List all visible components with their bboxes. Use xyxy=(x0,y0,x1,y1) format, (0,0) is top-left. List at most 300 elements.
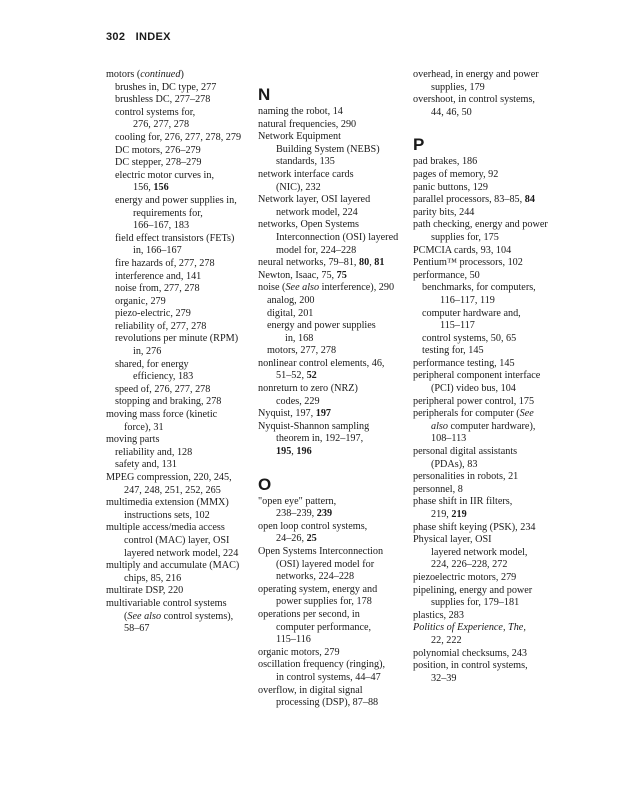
index-subentry-line xyxy=(258,320,408,333)
entry-text: multirate DSP, 220 xyxy=(106,585,184,597)
index-subentry-line xyxy=(106,220,256,233)
entry-text: (OSI) layered model for xyxy=(276,558,375,570)
entry-text: operations per second, in xyxy=(258,608,360,620)
index-subentry-line xyxy=(106,119,256,132)
index-entry-line xyxy=(106,598,256,611)
entry-text: Newton, Isaac, 75, xyxy=(258,269,337,281)
index-subentry-line xyxy=(106,346,256,359)
entry-text: motors, 277, 278 xyxy=(267,345,337,357)
index-subentry-line xyxy=(413,320,561,333)
entry-text: DC motors, 276–279 xyxy=(115,144,201,156)
entry-text: shared, for energy xyxy=(115,358,189,370)
index-subentry-line xyxy=(106,283,256,296)
page-ref-bold: 81 xyxy=(374,257,385,269)
entry-text: pages of memory, 92 xyxy=(413,168,499,180)
index-entry-line xyxy=(258,685,408,698)
index-entry-line xyxy=(258,194,408,207)
entry-text: control systems for, xyxy=(115,106,196,118)
index-entry-line xyxy=(258,408,408,421)
index-entry-line xyxy=(413,257,561,270)
index-entry-line xyxy=(258,282,408,295)
index-entry-line xyxy=(413,358,561,371)
index-entry-line xyxy=(258,546,408,559)
entry-text: (NIC), 232 xyxy=(276,181,321,193)
entry-text: computer performance, xyxy=(276,621,372,633)
entry-text: reliability of, 277, 278 xyxy=(115,320,207,332)
entry-text: control systems, 50, 65 xyxy=(422,332,517,344)
index-entry-line xyxy=(106,560,256,573)
page-ref-bold: 75 xyxy=(336,269,347,281)
entry-text: electric motor curves in, xyxy=(115,169,215,181)
entry-text: field effect transistors (FETs) xyxy=(115,232,235,244)
index-subentry-line xyxy=(106,182,256,195)
index-entry-line xyxy=(413,585,561,598)
entry-text: personnel, 8 xyxy=(413,483,463,495)
entry-text: benchmarks, for computers, xyxy=(422,282,536,294)
entry-text: 276, 277, 278 xyxy=(133,119,190,131)
index-entry-line xyxy=(258,647,408,660)
entry-text: multivariable control systems xyxy=(106,597,227,609)
index-entry-line xyxy=(258,446,408,459)
entry-text: , xyxy=(369,257,375,269)
index-entry-line xyxy=(258,596,408,609)
entry-text: (PDAs), 83 xyxy=(431,458,478,470)
entry-text: Building System (NEBS) xyxy=(276,143,380,155)
entry-text: brushless DC, 277–278 xyxy=(115,94,211,106)
entry-text: ( xyxy=(124,610,128,622)
entry-text: 58–67 xyxy=(124,623,150,635)
entry-text: in, 166–167 xyxy=(133,245,182,257)
entry-text: control systems), xyxy=(161,610,234,622)
index-entry-line xyxy=(413,597,561,610)
italic-text: Politics of Experience, The, xyxy=(413,622,526,634)
index-entry-line xyxy=(258,697,408,710)
italic-text: continued xyxy=(140,69,181,80)
index-entry-line xyxy=(413,370,561,383)
index-entry-line xyxy=(413,459,561,472)
entry-text: control (MAC) layer, OSI xyxy=(124,534,230,546)
entry-text: force), 31 xyxy=(124,421,164,433)
entry-text: 44, 46, 50 xyxy=(431,106,472,118)
entry-text: performance testing, 145 xyxy=(413,357,515,369)
index-entry-line xyxy=(413,648,561,661)
index-entry-line xyxy=(413,219,561,232)
entry-text: reliability and, 128 xyxy=(115,446,193,458)
entry-text: plastics, 283 xyxy=(413,609,464,621)
entry-text: operating system, energy and xyxy=(258,583,378,595)
index-entry-line xyxy=(413,94,561,107)
entry-text: PCMCIA cards, 93, 104 xyxy=(413,244,512,256)
entry-text: "open eye" pattern, xyxy=(258,495,337,507)
index-subentry-line xyxy=(106,145,256,158)
index-subentry-line xyxy=(106,245,256,258)
entry-text: personal digital assistants xyxy=(413,446,518,458)
index-entry-line xyxy=(413,182,561,195)
entry-text: nonlinear control elements, 46, xyxy=(258,357,385,369)
entry-text: 24–26, xyxy=(276,533,307,545)
index-entry-line xyxy=(258,508,408,521)
index-entry-line xyxy=(258,496,408,509)
italic-text: See xyxy=(519,408,534,420)
entry-text: revolutions per minute (RPM) xyxy=(115,333,239,345)
entry-text: brushes in, DC type, 277 xyxy=(115,81,217,93)
entry-text: 51–52, xyxy=(276,370,307,382)
page-ref-bold: 52 xyxy=(306,370,317,382)
entry-text: 22, 222 xyxy=(431,634,462,646)
index-subentry-line xyxy=(106,271,256,284)
entry-text: MPEG compression, 220, 245, xyxy=(106,472,232,483)
index-entry-line xyxy=(413,408,561,421)
index-entry-line xyxy=(258,433,408,446)
index-subentry-line xyxy=(106,296,256,309)
entry-text: phase shift keying (PSK), 234 xyxy=(413,521,536,533)
entry-text: theorem in, 192–197, xyxy=(276,433,364,445)
index-entry-line xyxy=(258,672,408,685)
entry-text: oscillation frequency (ringing), xyxy=(258,659,386,671)
index-entry-line xyxy=(413,82,561,95)
index-subentry-line xyxy=(106,371,256,384)
entry-text: Interconnection (OSI) layered xyxy=(276,231,399,243)
index-entry-line xyxy=(413,534,561,547)
index-entry-line xyxy=(106,497,256,510)
index-entry-line xyxy=(106,422,256,435)
entry-text: Network Equipment xyxy=(258,131,341,143)
italic-text: See also xyxy=(285,282,320,294)
entry-text: personalities in robots, 21 xyxy=(413,471,519,483)
entry-text: testing for, 145 xyxy=(422,345,484,357)
section-letter: P xyxy=(413,135,425,155)
entry-text: computer hardware), xyxy=(447,420,536,432)
index-entry-line xyxy=(258,358,408,371)
entry-text: , xyxy=(291,446,297,458)
entry-text: natural frequencies, 290 xyxy=(258,118,357,130)
entry-text: supplies for, 175 xyxy=(431,231,499,243)
entry-text: layered network model, xyxy=(431,546,528,558)
index-entry-line xyxy=(258,219,408,232)
entry-text: moving mass force (kinetic xyxy=(106,409,218,421)
index-entry-line xyxy=(258,521,408,534)
section-letter: N xyxy=(258,85,271,104)
index-entry-line xyxy=(413,107,561,120)
entry-text: peripheral power control, 175 xyxy=(413,395,535,407)
entry-text: piezo-electric, 279 xyxy=(115,308,191,320)
index-entry-line xyxy=(258,609,408,622)
entry-text: instructions sets, 102 xyxy=(124,509,210,521)
index-subentry-line xyxy=(258,308,408,321)
index-entry-line xyxy=(258,232,408,245)
index-entry-line xyxy=(258,659,408,672)
index-entry-line xyxy=(258,144,408,157)
entry-text: multiple access/media access xyxy=(106,522,225,534)
section-letter: O xyxy=(258,474,272,494)
entry-text: 166–167, 183 xyxy=(133,220,190,232)
entry-text: network model, 224 xyxy=(276,206,358,218)
index-entry-line xyxy=(413,156,561,169)
index-entry-line xyxy=(413,245,561,258)
index-subentry-line xyxy=(106,233,256,246)
entry-text: piezoelectric motors, 279 xyxy=(413,571,517,583)
index-entry-line xyxy=(413,484,561,497)
entry-text: energy and power supplies xyxy=(267,320,376,332)
page-ref-bold: 219 xyxy=(451,509,467,520)
entry-text: Nyquist-Shannon sampling xyxy=(258,420,370,432)
index-entry-line xyxy=(106,434,256,447)
entry-text: overhead, in energy and power xyxy=(413,69,539,80)
entry-text: networks, Open Systems xyxy=(258,219,360,231)
page-ref-bold: 156 xyxy=(153,182,169,194)
entry-text: peripheral component interface xyxy=(413,370,541,382)
index-subentry-line xyxy=(106,459,256,472)
index-subentry-line xyxy=(106,258,256,271)
entry-text: computer hardware and, xyxy=(422,307,521,319)
entry-text: interference and, 141 xyxy=(115,270,202,282)
entry-text: in control systems, 44–47 xyxy=(276,671,381,683)
index-entry-line xyxy=(258,119,408,132)
entry-text: speed of, 276, 277, 278 xyxy=(115,383,211,395)
entry-text: open loop control systems, xyxy=(258,520,368,532)
index-entry-line xyxy=(106,510,256,523)
index-entry-line xyxy=(258,634,408,647)
entry-text: moving parts xyxy=(106,434,160,446)
entry-text: Pentium™ processors, 102 xyxy=(413,257,523,269)
index-subentry-line xyxy=(258,345,408,358)
index-subentry-line xyxy=(106,308,256,321)
index-entry-line xyxy=(258,245,408,258)
index-entry-line xyxy=(413,194,561,207)
index-entry-line xyxy=(258,131,408,144)
page-ref-bold: 84 xyxy=(524,194,535,206)
index-entry-line xyxy=(258,182,408,195)
index-entry-line xyxy=(258,396,408,409)
entry-text: pipelining, energy and power xyxy=(413,584,533,596)
entry-text: overflow, in digital signal xyxy=(258,684,363,696)
entry-text: panic buttons, 129 xyxy=(413,181,488,193)
index-entry-line xyxy=(413,547,561,560)
italic-text: See also xyxy=(127,610,162,622)
entry-text: power supplies for, 178 xyxy=(276,596,372,608)
index-entry-line xyxy=(413,383,561,396)
index-entry-line xyxy=(258,370,408,383)
index-entry-line xyxy=(413,433,561,446)
entry-text: neural networks, 79–81, xyxy=(258,257,360,269)
index-subentry-line xyxy=(106,447,256,460)
entry-text: 224, 226–228, 272 xyxy=(431,559,508,571)
index-entry-line xyxy=(413,622,561,635)
entry-text: path checking, energy and power xyxy=(413,219,548,231)
entry-text: stopping and braking, 278 xyxy=(115,396,222,408)
entry-text: 156, xyxy=(133,182,154,194)
index-entry-line xyxy=(413,635,561,648)
entry-text: processing (DSP), 87–88 xyxy=(276,697,379,709)
index-entry-line xyxy=(413,471,561,484)
index-subentry-line xyxy=(413,345,561,358)
index-entry-line xyxy=(106,573,256,586)
entry-text: organic motors, 279 xyxy=(258,646,340,658)
running-header xyxy=(106,31,171,43)
entry-text: 108–113 xyxy=(431,433,467,445)
entry-text: network interface cards xyxy=(258,168,354,180)
entry-text: nonreturn to zero (NRZ) xyxy=(258,383,358,395)
entry-text: digital, 201 xyxy=(267,307,314,319)
index-entry-line xyxy=(413,496,561,509)
entry-text: 32–39 xyxy=(431,672,457,684)
page-ref-bold: 197 xyxy=(315,408,332,420)
index-entry-line xyxy=(106,623,256,636)
entry-text: networks, 224–228 xyxy=(276,571,355,583)
index-subentry-line xyxy=(413,295,561,308)
header-title: INDEX xyxy=(135,31,171,43)
index-subentry-line xyxy=(258,333,408,346)
index-entry-line xyxy=(413,509,561,522)
index-entry-line xyxy=(258,571,408,584)
entry-text: energy and power supplies in, xyxy=(115,194,237,206)
index-entry-line xyxy=(413,522,561,535)
entry-text: (PCI) video bus, 104 xyxy=(431,383,516,395)
entry-text: in, 168 xyxy=(285,332,314,344)
index-entry-line xyxy=(106,585,256,598)
entry-text: model for, 224–228 xyxy=(276,244,357,256)
entry-text: Open Systems Interconnection xyxy=(258,546,384,557)
index-entry-line xyxy=(413,396,561,409)
index-entry-line xyxy=(258,270,408,283)
index-column-1 xyxy=(106,69,256,636)
index-subentry-line xyxy=(106,208,256,221)
index-entry-line xyxy=(106,522,256,535)
entry-text: 115–116 xyxy=(276,634,311,646)
index-subentry-line xyxy=(106,107,256,120)
index-entry-line xyxy=(413,673,561,686)
entry-text: Network layer, OSI layered xyxy=(258,194,371,206)
entry-text: noise ( xyxy=(258,282,286,294)
index-entry-line xyxy=(258,559,408,572)
entry-text: analog, 200 xyxy=(267,294,315,306)
index-subentry-line xyxy=(106,195,256,208)
index-entry-line xyxy=(413,207,561,220)
index-entry-line xyxy=(258,584,408,597)
entry-text: 247, 248, 251, 252, 265 xyxy=(124,484,221,496)
index-entry-line xyxy=(258,622,408,635)
index-entry-line xyxy=(413,169,561,182)
index-entry-line xyxy=(106,548,256,561)
entry-text: polynomial checksums, 243 xyxy=(413,647,528,659)
index-entry-line xyxy=(413,232,561,245)
entry-text: DC stepper, 278–279 xyxy=(115,157,202,169)
index-entry-line xyxy=(258,533,408,546)
index-subentry-line xyxy=(106,384,256,397)
index-entry-line xyxy=(106,535,256,548)
entry-text: organic, 279 xyxy=(115,295,166,307)
entry-text: efficiency, 183 xyxy=(133,371,194,383)
index-column-3 xyxy=(413,69,561,685)
page-ref-bold: 196 xyxy=(296,446,312,458)
page-number: 302 xyxy=(106,31,126,43)
entry-text: supplies, 179 xyxy=(431,81,485,93)
index-subentry-line xyxy=(258,295,408,308)
italic-text: also xyxy=(431,420,448,432)
entry-text: 238–239, xyxy=(276,508,317,520)
entry-text: naming the robot, 14 xyxy=(258,106,343,117)
index-entry-line xyxy=(106,69,256,82)
index-subentry-line xyxy=(413,282,561,295)
index-entry-line xyxy=(106,472,256,485)
index-column-2 xyxy=(258,69,408,710)
index-entry-line xyxy=(413,559,561,572)
index-entry-line xyxy=(258,156,408,169)
index-entry-line xyxy=(106,611,256,624)
entry-text: phase shift in IIR filters, xyxy=(413,496,513,508)
index-entry-line xyxy=(413,446,561,459)
entry-text: pad brakes, 186 xyxy=(413,156,478,168)
index-entry-line xyxy=(258,421,408,434)
entry-text: 116–117, 119 xyxy=(440,294,495,306)
entry-text: position, in control systems, xyxy=(413,660,528,672)
entry-text: multiply and accumulate (MAC) xyxy=(106,560,240,572)
index-entry-line xyxy=(413,610,561,623)
index-subentry-line xyxy=(106,333,256,346)
index-entry-line xyxy=(106,409,256,422)
index-subentry-line xyxy=(106,321,256,334)
index-entry-line xyxy=(413,660,561,673)
index-entry-line xyxy=(258,383,408,396)
index-subentry-line xyxy=(413,308,561,321)
entry-text: ) xyxy=(180,69,184,80)
index-subentry-line xyxy=(413,333,561,346)
entry-text: in, 276 xyxy=(133,346,162,358)
entry-text: layered network model, 224 xyxy=(124,547,239,559)
index-entry-line xyxy=(258,169,408,182)
index-entry-line xyxy=(106,485,256,498)
index-entry-line xyxy=(258,106,408,119)
index-entry-line xyxy=(413,421,561,434)
entry-text: 219, xyxy=(431,509,452,520)
index-entry-line xyxy=(413,572,561,585)
entry-text: 115–117 xyxy=(440,320,475,332)
entry-text: parity bits, 244 xyxy=(413,206,475,218)
entry-text: supplies for, 179–181 xyxy=(431,597,520,609)
entry-text: interference), 290 xyxy=(319,282,395,294)
entry-text: cooling for, 276, 277, 278, 279 xyxy=(115,131,242,143)
entry-text: Nyquist, 197, xyxy=(258,408,316,420)
entry-text: Physical layer, OSI xyxy=(413,534,492,546)
index-entry-line xyxy=(258,207,408,220)
entry-text: performance, 50 xyxy=(413,269,480,281)
entry-text: safety and, 131 xyxy=(115,459,177,471)
index-subentry-line xyxy=(106,82,256,95)
index-subentry-line xyxy=(106,359,256,372)
page-ref-bold: 239 xyxy=(316,508,333,520)
entry-text: motors ( xyxy=(106,69,141,80)
entry-text: multimedia extension (MMX) xyxy=(106,497,229,509)
page-ref-bold: 25 xyxy=(306,533,317,545)
index-subentry-line xyxy=(106,94,256,107)
index-subentry-line xyxy=(106,157,256,170)
entry-text: overshoot, in control systems, xyxy=(413,94,535,106)
entry-text: requirements for, xyxy=(133,207,203,219)
index-subentry-line xyxy=(106,132,256,145)
entry-text: fire hazards of, 277, 278 xyxy=(115,257,215,269)
entry-text: standards, 135 xyxy=(276,156,335,168)
entry-text: parallel processors, 83–85, xyxy=(413,194,525,206)
index-entry-line xyxy=(413,69,561,82)
entry-text: peripherals for computer ( xyxy=(413,408,520,420)
page-ref-bold: 80 xyxy=(359,257,370,269)
index-subentry-line xyxy=(106,396,256,409)
entry-text: codes, 229 xyxy=(276,395,320,407)
entry-text: noise from, 277, 278 xyxy=(115,283,200,295)
index-subentry-line xyxy=(106,170,256,183)
index-entry-line xyxy=(258,257,408,270)
page-ref-bold: 195 xyxy=(276,446,292,458)
